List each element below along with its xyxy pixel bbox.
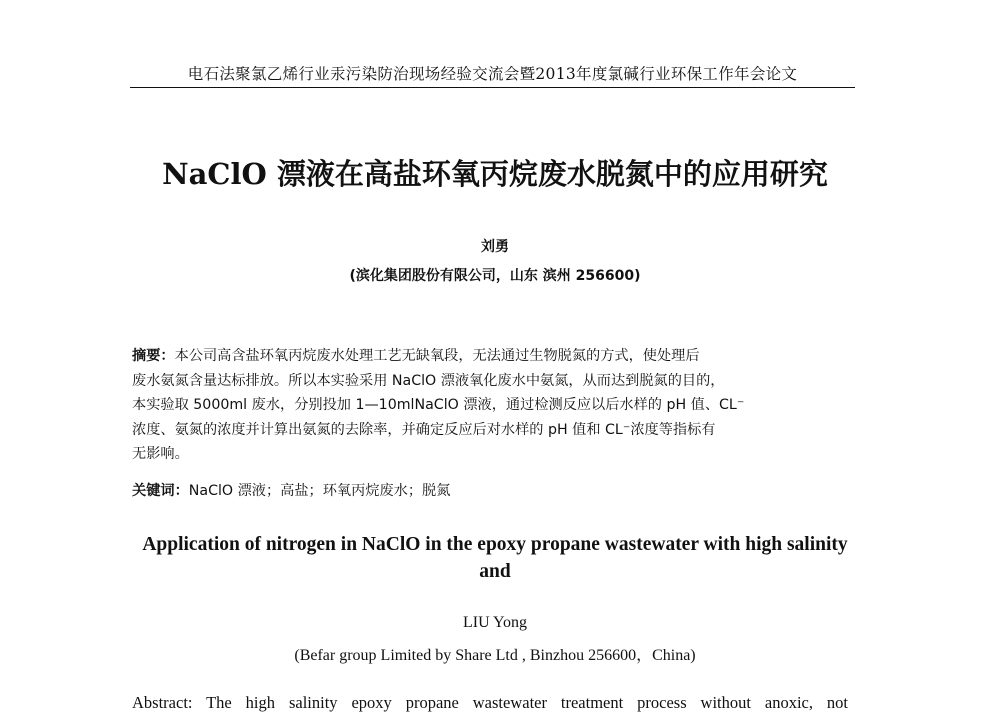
chinese-author: 刘勇 bbox=[481, 239, 509, 255]
chinese-keywords bbox=[132, 479, 860, 504]
english-author: LIU Yong bbox=[462, 614, 527, 631]
chinese-abstract-line-2: 废水氨氮含量达标排放。所以本实验采用 NaClO 漂液氧化废水中氨氮，从而达到脱氮的目的， bbox=[132, 372, 725, 389]
english-abstract-line: Abstract: The high salinity epoxy propane wastewater treatment process without anoxic, not bbox=[132, 693, 848, 712]
english-affiliation: (Befar group Limited by Share Ltd , Binzhou 256600，China) bbox=[294, 647, 696, 664]
chinese-keywords-text: NaClO 漂液；高盐；环氧丙烷废水；脱氮 bbox=[188, 483, 451, 499]
chinese-abstract-line-4: 浓度、氨氮的浓度并计算出氨氮的去除率，并确定反应后对水样的 pH 值和 CL⁻浓度等指标有 bbox=[132, 421, 716, 438]
chinese-abstract-line-1 bbox=[132, 344, 860, 369]
chinese-abstract-label: 摘要： bbox=[132, 348, 175, 364]
chinese-abstract-line-5: 无影响。 bbox=[132, 446, 189, 463]
chinese-abstract-line-3: 本实验取 5000ml 废水，分别投加 1—10mlNaClO 漂液，通过检测反应以后水样的 pH 值、CL⁻ bbox=[132, 397, 745, 414]
header-rule bbox=[130, 87, 855, 88]
chinese-abstract bbox=[132, 344, 860, 467]
running-header: 电石法聚氯乙烯行业汞污染防治现场经验交流会暨2013年度氯碱行业环保工作年会论文 bbox=[187, 65, 798, 83]
chinese-title: NaClO 漂液在高盐环氧丙烷废水脱氮中的应用研究 bbox=[162, 157, 828, 191]
chinese-affiliation: (滨化集团股份有限公司，山东 滨州 256600) bbox=[349, 268, 641, 284]
english-title: Application of nitrogen in NaClO in the epoxy propane wastewater with high salinity and bbox=[142, 534, 848, 582]
chinese-abstract-text: 本公司高含盐环氧丙烷废水处理工艺无缺氧段，无法通过生物脱氮的方式，使处理后 bbox=[174, 348, 700, 364]
chinese-keywords-label: 关键词： bbox=[132, 483, 189, 499]
